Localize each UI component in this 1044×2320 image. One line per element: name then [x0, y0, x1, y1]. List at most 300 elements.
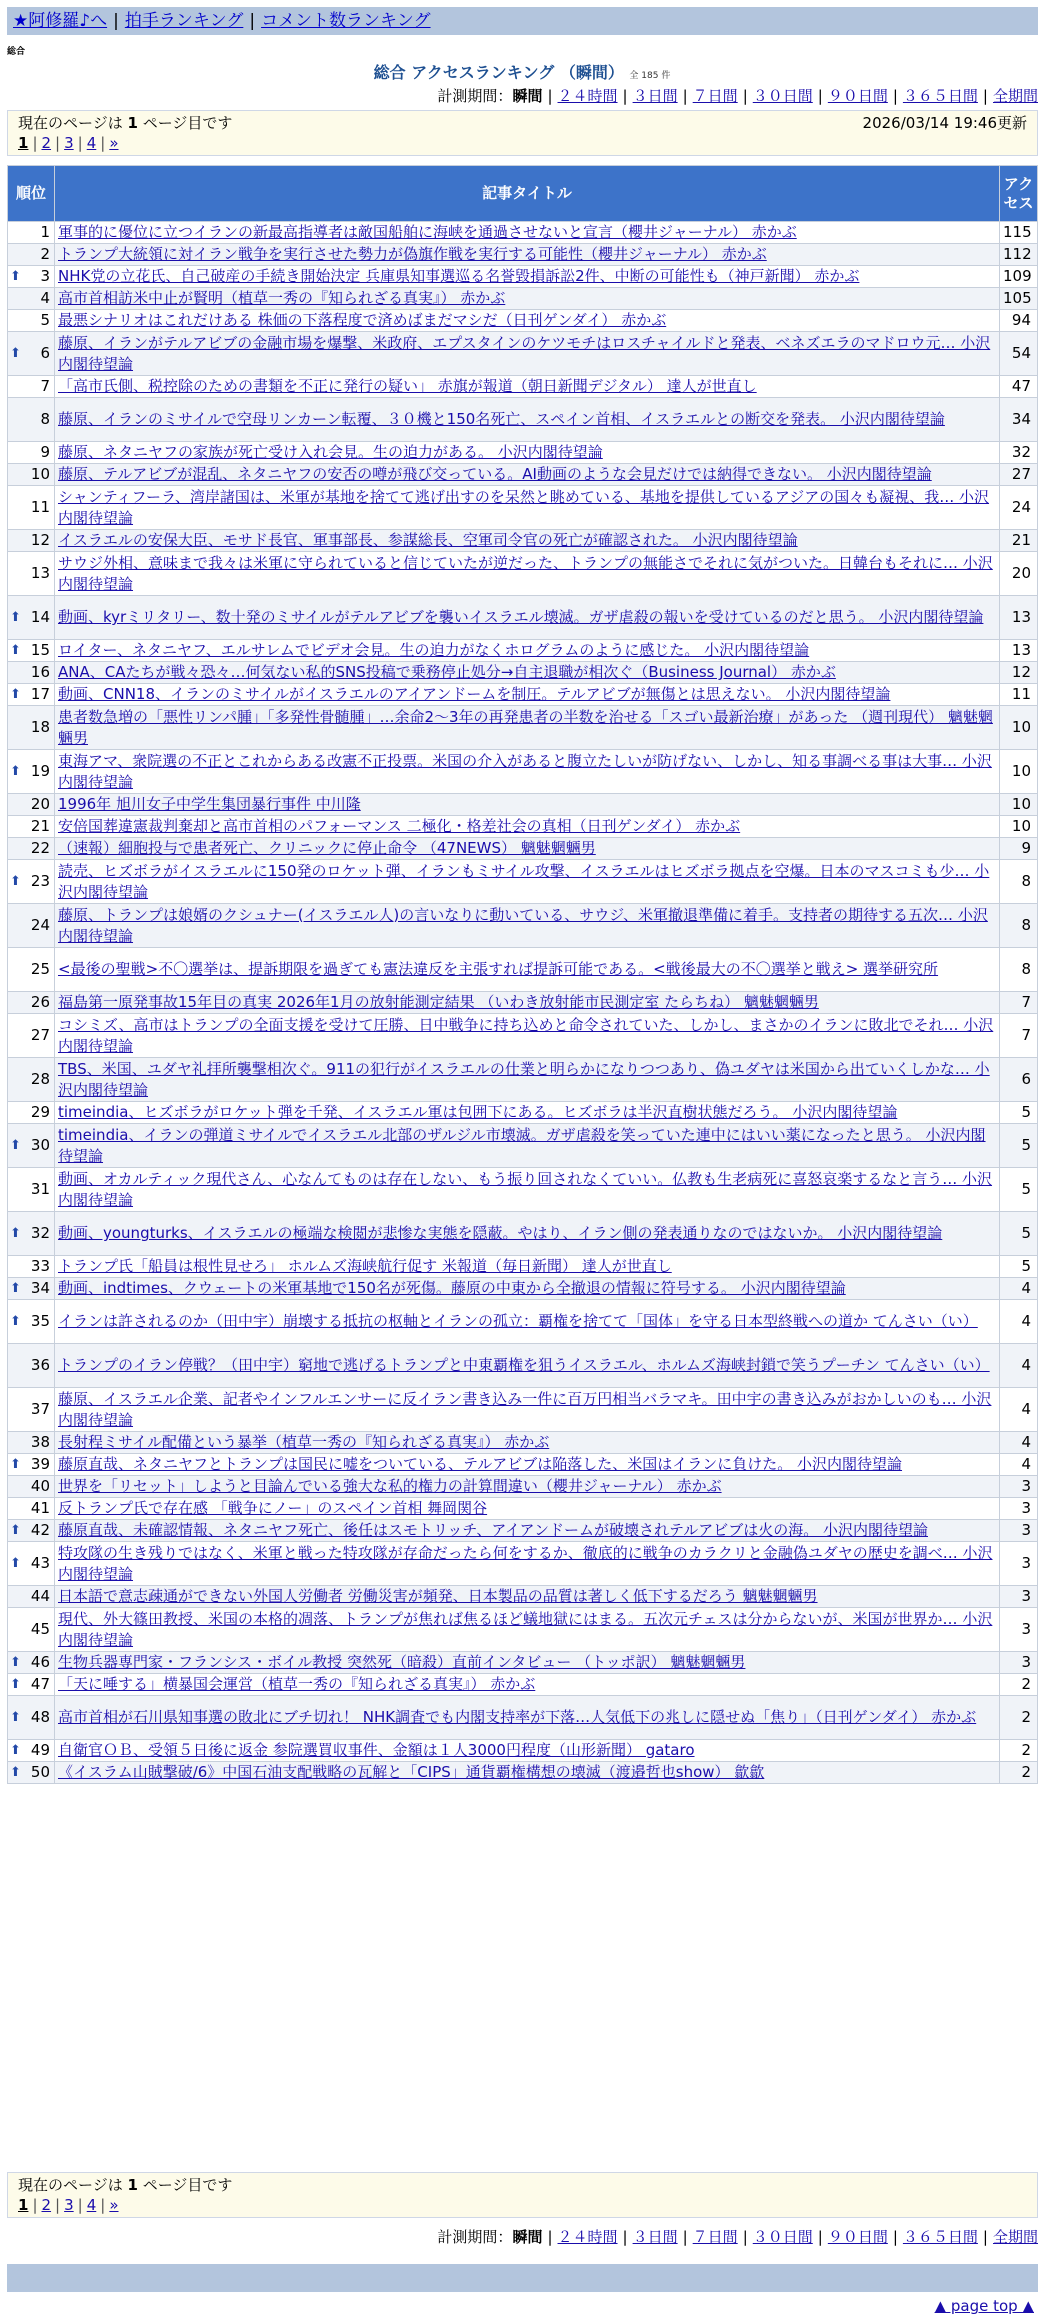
- rank-number: 6: [40, 344, 50, 362]
- article-link[interactable]: 生物兵器専門家・フランシス・ボイル教授 突然死（暗殺）直前インタビュー （トッポ訳） 魑魅魍魎男: [58, 1653, 746, 1671]
- title-cell: [55, 684, 1000, 706]
- access-count: 7: [1000, 992, 1038, 1014]
- header-access: アクセス: [1000, 166, 1038, 222]
- rank-cell: [8, 1278, 55, 1300]
- access-count: 8: [1000, 948, 1038, 992]
- rank-number: 8: [40, 410, 50, 428]
- rank-cell: [8, 1762, 55, 1784]
- header-rank: 順位: [8, 166, 55, 222]
- pagination: 1 | 2 | 3 | 4 | »: [18, 2196, 119, 2214]
- rank-number: 19: [30, 762, 50, 780]
- table-row: [8, 442, 1038, 464]
- title-cell: [55, 750, 1000, 794]
- rank-number: 41: [30, 1499, 50, 1517]
- rank-cell: [8, 750, 55, 794]
- article-link[interactable]: 軍事的に優位に立つイランの新最高指導者は敵国船舶に海峡を通過させないと宣言（櫻井ジャーナル） 赤かぶ: [58, 223, 797, 241]
- title-cell: [55, 1652, 1000, 1674]
- access-count: 4: [1000, 1388, 1038, 1432]
- rank-number: 26: [30, 993, 50, 1011]
- rank-up-arrow-icon: ⬆: [10, 642, 21, 658]
- access-count: 11: [1000, 684, 1038, 706]
- period-link-365d[interactable]: ３６５日間: [902, 2228, 978, 2246]
- article-link[interactable]: 動画、CNN18、イランのミサイルがイスラエルのアイアンドームを制圧。テルアビブが無傷とは思えない。 小沢内閣待望論: [58, 685, 891, 703]
- article-link[interactable]: 「高市氏側、税控除のための書類を不正に発行の疑い」 赤旗が報道（朝日新聞デジタル） 達人が世直し: [58, 377, 757, 395]
- title-cell: [55, 1740, 1000, 1762]
- page-link-3[interactable]: 3: [64, 134, 74, 152]
- access-count: 7: [1000, 1014, 1038, 1058]
- rank-number: 39: [30, 1455, 50, 1473]
- rank-cell: [8, 1014, 55, 1058]
- access-count: 4: [1000, 1344, 1038, 1388]
- article-link[interactable]: 東海アマ、衆院選の不正とこれからある改憲不正投票。米国の介入があると腹立たしいが防げない、しかし、知る事調べる事は大事… 小沢内閣待望論: [58, 751, 992, 791]
- access-count: 47: [1000, 376, 1038, 398]
- rank-up-arrow-icon: ⬆: [10, 1676, 21, 1692]
- rank-number: 34: [30, 1279, 50, 1297]
- rank-number: 14: [30, 608, 50, 626]
- article-link[interactable]: トランプ氏「船員は根性見せろ」 ホルムズ海峡航行促す 米報道（毎日新聞） 達人が世直し: [58, 1257, 672, 1275]
- table-row: [8, 1432, 1038, 1454]
- rank-number: 27: [30, 1026, 50, 1044]
- rank-up-arrow-icon: ⬆: [10, 1709, 21, 1725]
- title-cell: [55, 838, 1000, 860]
- title-cell: [55, 1520, 1000, 1542]
- rank-cell: [8, 266, 55, 288]
- rank-number: 2: [40, 245, 50, 263]
- rank-cell: [8, 838, 55, 860]
- article-link[interactable]: 動画、indtimes、クウェートの米軍基地で150名が死傷。藤原の中東から全撤退の情報に符号する。 小沢内閣待望論: [58, 1279, 846, 1297]
- table-row: [8, 1388, 1038, 1432]
- rank-cell: [8, 530, 55, 552]
- rank-cell: [8, 1388, 55, 1432]
- rank-up-arrow-icon: ⬆: [10, 268, 21, 284]
- page-next-link[interactable]: »: [109, 134, 119, 152]
- period-link-all[interactable]: 全期間: [992, 87, 1038, 105]
- table-row: [8, 288, 1038, 310]
- page-title: [0, 60, 1044, 83]
- article-link[interactable]: 藤原直哉、未確認情報、ネタニヤフ死亡、後任はスモトリッチ、アイアンドームが破壊されテルアビブは火の海。 小沢内閣待望論: [58, 1521, 928, 1539]
- title-cell: [55, 222, 1000, 244]
- article-link[interactable]: 高市首相訪米中止が賢明（植草一秀の『知られざる真実』） 赤かぶ: [58, 289, 506, 307]
- period-link-7d[interactable]: ７日間: [692, 87, 738, 105]
- header-title: 記事タイトル: [55, 166, 1000, 222]
- access-count: 3: [1000, 1498, 1038, 1520]
- rank-cell: [8, 486, 55, 530]
- rank-cell: [8, 310, 55, 332]
- page-link-2[interactable]: 2: [41, 2196, 52, 2214]
- rank-cell: [8, 1520, 55, 1542]
- access-count: 32: [1000, 442, 1038, 464]
- rank-cell: [8, 684, 55, 706]
- access-count: 54: [1000, 332, 1038, 376]
- rank-number: 24: [30, 916, 50, 934]
- title-cell: [55, 794, 1000, 816]
- title-cell: [55, 904, 1000, 948]
- title-cell: [55, 1124, 1000, 1168]
- period-link-24h[interactable]: ２４時間: [557, 2228, 618, 2246]
- title-cell: [55, 860, 1000, 904]
- rank-cell: [8, 1432, 55, 1454]
- title-cell: [55, 1168, 1000, 1212]
- rank-number: 29: [30, 1103, 50, 1121]
- total-count: 全 185 件: [629, 71, 671, 81]
- category-label: 総合: [7, 47, 26, 57]
- table-row: [8, 1454, 1038, 1476]
- rank-up-arrow-icon: ⬆: [10, 1456, 21, 1472]
- rank-number: 35: [30, 1312, 50, 1330]
- rank-cell: [8, 1696, 55, 1740]
- access-count: 5: [1000, 1102, 1038, 1124]
- title-cell: [55, 1256, 1000, 1278]
- article-link[interactable]: トランプ大統領に対イラン戦争を実行させた勢力が偽旗作戦を実行する可能性（櫻井ジャーナル） 赤かぶ: [58, 245, 767, 263]
- article-link[interactable]: 長射程ミサイル配備という暴挙（植草一秀の『知られざる真実』） 赤かぶ: [58, 1433, 550, 1451]
- rank-cell: [8, 442, 55, 464]
- period-current: 瞬間: [512, 87, 543, 105]
- period-selector-top: 計測期間：瞬間 | ２４時間 | ３日間 | ７日間 | ３０日間 | ９０日間 | ３６５日間 | 全期間: [437, 87, 1038, 105]
- rank-number: 21: [30, 817, 50, 835]
- page-link-4[interactable]: 4: [86, 2196, 97, 2214]
- table-row: [8, 662, 1038, 684]
- access-count: 3: [1000, 1476, 1038, 1498]
- article-link[interactable]: 動画、youngturks、イスラエルの極端な検閲が悲惨な実態を隠蔽。やはり、イラン側の発表通りなのではないか。 小沢内閣待望論: [58, 1224, 943, 1242]
- title-cell: [55, 596, 1000, 640]
- title-cell: [55, 332, 1000, 376]
- rank-number: 30: [30, 1136, 50, 1154]
- access-count: 2: [1000, 1696, 1038, 1740]
- title-cell: [55, 288, 1000, 310]
- article-link[interactable]: 藤原、イスラエル企業、記者やインフルエンサーに反イラン書き込み一件に百万円相当バラマキ。田中宇の書き込みがおかしいのも… 小沢内閣待望論: [58, 1389, 992, 1429]
- access-count: 2: [1000, 1740, 1038, 1762]
- rank-cell: [8, 1256, 55, 1278]
- rank-cell: [8, 706, 55, 750]
- rank-up-arrow-icon: ⬆: [10, 1137, 21, 1153]
- page-link-4[interactable]: 4: [86, 134, 97, 152]
- access-count: 5: [1000, 1124, 1038, 1168]
- page-info-top: [7, 110, 1038, 156]
- article-link[interactable]: NHK党の立花氏、自己破産の手続き開始決定 兵庫県知事選巡る名誉毀損訴訟2件、中断の可能性も（神戸新聞） 赤かぶ: [58, 267, 860, 285]
- access-count: 3: [1000, 1608, 1038, 1652]
- bottom-bar: [7, 2264, 1038, 2292]
- title-cell: [55, 662, 1000, 684]
- table-row: [8, 1124, 1038, 1168]
- article-link[interactable]: timeindia、イランの弾道ミサイルでイスラエル北部のザルジル市壊滅。ガザ虐殺を笑っていた連中にはいい薬になったと思う。 小沢内閣待望論: [58, 1125, 986, 1165]
- rank-number: 43: [30, 1554, 50, 1572]
- access-count: 10: [1000, 750, 1038, 794]
- rank-cell: [8, 1124, 55, 1168]
- access-count: 10: [1000, 816, 1038, 838]
- article-link[interactable]: 藤原直哉、ネタニヤフとトランプは国民に嘘をついている、テルアビブは陥落した、米国はイランに負けた。 小沢内閣待望論: [58, 1455, 903, 1473]
- rank-cell: [8, 1542, 55, 1586]
- current-page-text: 現在のページは 1 ページ目です: [18, 114, 233, 132]
- access-count: 5: [1000, 1256, 1038, 1278]
- period-link-3d[interactable]: ３日間: [632, 87, 678, 105]
- table-row: [8, 948, 1038, 992]
- period-link-365d[interactable]: ３６５日間: [902, 87, 978, 105]
- rank-number: 49: [30, 1741, 50, 1759]
- article-link[interactable]: 藤原、テルアビブが混乱、ネタニヤフの安否の噂が飛び交っている。AI動画のような会見だけでは納得できない。 小沢内閣待望論: [58, 465, 932, 483]
- article-link[interactable]: 藤原、ネタニヤフの家族が死亡受け入れ会見。生の迫力がある。 小沢内閣待望論: [58, 443, 603, 461]
- rank-cell: [8, 1454, 55, 1476]
- title-cell: [55, 1586, 1000, 1608]
- rank-cell: [8, 1102, 55, 1124]
- rank-number: 42: [30, 1521, 50, 1539]
- article-link[interactable]: 安倍国葬違憲裁判棄却と高市首相のパフォーマンス 二極化・格差社会の真相（日刊ゲンダイ） 赤かぶ: [58, 817, 741, 835]
- article-link[interactable]: <最後の聖戦>不〇選挙は、提訴期限を過ぎても憲法違反を主張すれば提訴可能である。<戦後最大の不〇選挙と戦え> 選挙研究所: [58, 960, 939, 978]
- table-row: [8, 1740, 1038, 1762]
- table-row: [8, 1102, 1038, 1124]
- article-link[interactable]: コシミズ、高市はトランプの全面支援を受けて圧勝、日中戦争に持ち込めと命令されていた、しかし、まさかのイランに敗北でそれ… 小沢内閣待望論: [58, 1015, 994, 1055]
- rank-number: 3: [40, 267, 50, 285]
- title-cell: [55, 486, 1000, 530]
- rank-cell: [8, 1586, 55, 1608]
- access-count: 2: [1000, 1762, 1038, 1784]
- title-cell: [55, 992, 1000, 1014]
- access-count: 3: [1000, 1586, 1038, 1608]
- title-cell: [55, 1476, 1000, 1498]
- article-link[interactable]: 藤原、イランがテルアビブの金融市場を爆撃、米政府、エプスタインのケツモチはロスチャイルドと発表、ベネズエラのマドロウ元… 小沢内閣待望論: [58, 333, 991, 373]
- rank-up-arrow-icon: ⬆: [10, 1522, 21, 1538]
- rank-number: 16: [30, 663, 50, 681]
- title-cell: [55, 948, 1000, 992]
- rank-number: 9: [40, 443, 50, 461]
- table-row: [8, 794, 1038, 816]
- title-cell: [55, 1102, 1000, 1124]
- table-row: [8, 1696, 1038, 1740]
- rank-cell: [8, 640, 55, 662]
- rank-number: 37: [30, 1400, 50, 1418]
- table-row: [8, 1344, 1038, 1388]
- article-link[interactable]: トランプのイラン停戦？（田中宇）窮地で逃げるトランプと中東覇権を狙うイスラエル、ホルムズ海峡封鎖で笑うプーチン てんさい（い）: [58, 1356, 990, 1374]
- current-page-text: 現在のページは 1 ページ目です: [18, 2176, 233, 2194]
- table-row: [8, 1058, 1038, 1102]
- access-count: 13: [1000, 596, 1038, 640]
- rank-cell: [8, 794, 55, 816]
- article-link[interactable]: 特攻隊の生き残りではなく、米軍と戦った特攻隊が存命だったら何をするか、徹底的に戦争のカラクリと金融偽ユダヤの歴史を調べ… 小沢内閣待望論: [58, 1543, 993, 1583]
- period-link-3d[interactable]: ３日間: [632, 2228, 678, 2246]
- table-row: [8, 244, 1038, 266]
- article-link[interactable]: イスラエルの安保大臣、モサド長官、軍事部長、参謀総長、空軍司令官の死亡が確認された。 小沢内閣待望論: [58, 531, 798, 549]
- article-link[interactable]: サウジ外相、意味まで我々は米軍に守られていると信じていたが逆だった、トランプの無能さでそれに気がついた。日韓台もそれに… 小沢内閣待望論: [58, 553, 993, 593]
- article-link[interactable]: 動画、kyrミリタリー、数十発のミサイルがテルアビブを襲いイスラエル壊滅。ガザ虐殺の報いを受けているのだと思う。 小沢内閣待望論: [58, 608, 984, 626]
- ranking-table: [7, 165, 1038, 1784]
- title-cell: [55, 1278, 1000, 1300]
- table-row: [8, 1586, 1038, 1608]
- rank-cell: [8, 1498, 55, 1520]
- rank-number: 28: [30, 1070, 50, 1088]
- table-row: [8, 1542, 1038, 1586]
- access-count: 105: [1000, 288, 1038, 310]
- table-row: [8, 398, 1038, 442]
- table-row: [8, 530, 1038, 552]
- article-link[interactable]: 世界を「リセット」しようと目論んでいる強大な私的権力の計算間違い（櫻井ジャーナル） 赤かぶ: [58, 1477, 722, 1495]
- article-link[interactable]: 高市首相が石川県知事選の敗北にブチ切れ！ NHK調査でも内閣支持率が下落…人気低下の兆しに隠せぬ「焦り」（日刊ゲンダイ） 赤かぶ: [58, 1708, 977, 1726]
- page-next-link[interactable]: »: [109, 2196, 119, 2214]
- access-count: 4: [1000, 1300, 1038, 1344]
- article-link[interactable]: （速報）細胞投与で患者死亡、クリニックに停止命令 （47NEWS） 魑魅魍魎男: [58, 839, 596, 857]
- table-row: [8, 222, 1038, 244]
- article-link[interactable]: 自衛官ＯＢ、受領５日後に返金 参院選買収事件、金額は１人3000円程度（山形新聞） gataro: [58, 1741, 695, 1759]
- article-link[interactable]: 日本語で意志疎通ができない外国人労働者 労働災害が頻発、日本製品の品質は著しく低下するだろう 魑魅魍魎男: [58, 1587, 818, 1605]
- ranking-title: 総合 アクセスランキング （瞬間）: [373, 63, 624, 82]
- article-link[interactable]: 動画、オカルティック現代さん、心なんてものは存在しない、もう振り回されなくていい。仏教も生老病死に喜怒哀楽するなと言う… 小沢内閣待望論: [58, 1169, 993, 1209]
- title-cell: [55, 1432, 1000, 1454]
- access-count: 115: [1000, 222, 1038, 244]
- table-row: [8, 860, 1038, 904]
- table-row: [8, 596, 1038, 640]
- title-cell: [55, 1696, 1000, 1740]
- top-nav-bar: [7, 7, 1038, 35]
- title-cell: [55, 398, 1000, 442]
- period-label: 計測期間：: [437, 87, 513, 105]
- article-link[interactable]: 福島第一原発事故15年目の真実 2026年1月の放射能測定結果 （いわき放射能市民測定室 たらちね） 魑魅魍魎男: [58, 993, 819, 1011]
- title-cell: [55, 1498, 1000, 1520]
- title-cell: [55, 706, 1000, 750]
- table-row: [8, 1520, 1038, 1542]
- rank-cell: [8, 816, 55, 838]
- rank-up-arrow-icon: ⬆: [10, 1313, 21, 1329]
- table-row: [8, 1014, 1038, 1058]
- access-count: 5: [1000, 1212, 1038, 1256]
- rank-number: 46: [30, 1653, 50, 1671]
- access-count: 5: [1000, 1168, 1038, 1212]
- article-link[interactable]: イランは許されるのか（田中宇）崩壊する抵抗の枢軸とイランの孤立：覇権を捨てて「国体」を守る日本型終戦への道か てんさい（い）: [58, 1312, 978, 1330]
- rank-cell: [8, 860, 55, 904]
- title-cell: [55, 1300, 1000, 1344]
- table-row: [8, 1168, 1038, 1212]
- rank-cell: [8, 288, 55, 310]
- rank-cell: [8, 1740, 55, 1762]
- title-cell: [55, 1608, 1000, 1652]
- rank-number: 10: [30, 465, 50, 483]
- rank-number: 13: [30, 564, 50, 582]
- table-row: [8, 332, 1038, 376]
- rank-number: 15: [30, 641, 50, 659]
- access-count: 4: [1000, 1454, 1038, 1476]
- page-link-3[interactable]: 3: [64, 2196, 74, 2214]
- rank-cell: [8, 464, 55, 486]
- article-link[interactable]: 《イスラム山賊撃破/6》中国石油支配戦略の瓦解と「CIPS」通貨覇権構想の壊滅（渡邉哲也show） 歙歙: [58, 1763, 765, 1781]
- rank-number: 25: [30, 960, 50, 978]
- period-link-30d[interactable]: ３０日間: [752, 2228, 813, 2246]
- page-top-link[interactable]: ▲ page top ▲: [934, 2297, 1034, 2315]
- access-count: 3: [1000, 1520, 1038, 1542]
- title-cell: [55, 1058, 1000, 1102]
- rank-number: 40: [30, 1477, 50, 1495]
- rank-cell: [8, 1476, 55, 1498]
- article-link[interactable]: 1996年 旭川女子中学生集団暴行事件 中川隆: [58, 795, 361, 813]
- page-link-2[interactable]: 2: [41, 134, 52, 152]
- rank-number: 38: [30, 1433, 50, 1451]
- access-count: 2: [1000, 1674, 1038, 1696]
- period-link-90d[interactable]: ９０日間: [827, 87, 888, 105]
- article-link[interactable]: 藤原、イランのミサイルで空母リンカーン転覆、３０機と150名死亡、スペイン首相、イスラエルとの断交を発表。 小沢内閣待望論: [58, 410, 945, 428]
- table-row: [8, 640, 1038, 662]
- period-link-30d[interactable]: ３０日間: [752, 87, 813, 105]
- table-row: [8, 1256, 1038, 1278]
- access-count: 34: [1000, 398, 1038, 442]
- rank-number: 48: [30, 1708, 50, 1726]
- table-row: [8, 1212, 1038, 1256]
- page-link-1: 1: [18, 2196, 29, 2214]
- article-link[interactable]: timeindia、ヒズボラがロケット弾を千発、イスラエル軍は包囲下にある。ヒズボラは半沢直樹状態だろう。 小沢内閣待望論: [58, 1103, 898, 1121]
- table-row: [8, 464, 1038, 486]
- table-row: [8, 706, 1038, 750]
- access-count: 3: [1000, 1542, 1038, 1586]
- nav-link-comment-ranking[interactable]: コメント数ランキング: [261, 11, 431, 31]
- table-row: [8, 486, 1038, 530]
- article-link[interactable]: 最悪シナリオはこれだけある 株価の下落程度で済めばまだマシだ（日刊ゲンダイ） 赤かぶ: [58, 311, 667, 329]
- updated-timestamp: 2026/03/14 19:46更新: [862, 114, 1027, 132]
- access-count: 8: [1000, 904, 1038, 948]
- period-link-24h[interactable]: ２４時間: [557, 87, 618, 105]
- access-count: 20: [1000, 552, 1038, 596]
- article-link[interactable]: 現代、外大篠田教授、米国の本格的凋落、トランプが焦れば焦るほど蟻地獄にはまる。五次元チェスは分からないが、米国が世界か… 小沢内閣待望論: [58, 1609, 993, 1649]
- rank-number: 1: [40, 223, 50, 241]
- rank-up-arrow-icon: ⬆: [10, 1555, 21, 1571]
- title-cell: [55, 1014, 1000, 1058]
- access-count: 3: [1000, 1652, 1038, 1674]
- title-cell: [55, 464, 1000, 486]
- period-label: 計測期間：: [437, 2228, 513, 2246]
- table-row: [8, 1674, 1038, 1696]
- title-cell: [55, 1762, 1000, 1784]
- article-link[interactable]: 反トランプ氏で存在感 「戦争にノー」のスペイン首相 舞岡関谷: [58, 1499, 488, 1517]
- rank-cell: [8, 1212, 55, 1256]
- nav-separator: |: [113, 11, 119, 31]
- nav-separator: |: [249, 11, 256, 31]
- access-count: 6: [1000, 1058, 1038, 1102]
- article-link[interactable]: ロイター、ネタニヤフ、エルサレムでビデオ会見。生の迫力がなくホログラムのように感じた。 小沢内閣待望論: [58, 641, 810, 659]
- table-row: [8, 816, 1038, 838]
- article-link[interactable]: ANA、CAたちが戦々恐々…何気ない私的SNS投稿で乗務停止処分→自主退職が相次ぐ（Business Journal） 赤かぶ: [58, 663, 836, 681]
- rank-cell: [8, 992, 55, 1014]
- nav-link-asyura[interactable]: ★阿修羅♪へ: [13, 11, 108, 31]
- title-cell: [55, 1212, 1000, 1256]
- article-link[interactable]: TBS、米国、ユダヤ礼拝所襲撃相次ぐ。911の犯行がイスラエルの仕業と明らかになりつつあり、偽ユダヤは米国から出ていくしかな… 小沢内閣待望論: [58, 1059, 990, 1099]
- rank-cell: [8, 1674, 55, 1696]
- table-row: [8, 1300, 1038, 1344]
- title-cell: [55, 530, 1000, 552]
- article-link[interactable]: 患者数急増の「悪性リンパ腫」「多発性骨髄腫」…余命2〜3年の再発患者の半数を治せる「スゴい最新治療」があった （週刊現代） 魑魅魍魎男: [58, 707, 993, 747]
- rank-cell: [8, 244, 55, 266]
- title-cell: [55, 310, 1000, 332]
- nav-link-clap-ranking[interactable]: 拍手ランキング: [124, 11, 244, 31]
- table-row: [8, 1652, 1038, 1674]
- period-current: 瞬間: [512, 2228, 543, 2246]
- access-count: 21: [1000, 530, 1038, 552]
- rank-cell: [8, 1300, 55, 1344]
- article-link[interactable]: シャンティフーラ、湾岸諸国は、米軍が基地を捨てて逃げ出すのを呆然と眺めている、基地を提供しているアジアの国々も凝視、我… 小沢内閣待望論: [58, 487, 990, 527]
- rank-up-arrow-icon: ⬆: [10, 686, 21, 702]
- rank-up-arrow-icon: ⬆: [10, 873, 21, 889]
- rank-cell: [8, 398, 55, 442]
- period-link-all[interactable]: 全期間: [992, 2228, 1038, 2246]
- period-selector-bottom: 計測期間：瞬間 | ２４時間 | ３日間 | ７日間 | ３０日間 | ９０日間 | ３６５日間 | 全期間: [437, 2228, 1038, 2246]
- article-link[interactable]: 藤原、トランプは娘婿のクシュナー(イスラエル人)の言いなりに動いている、サウジ、米軍撤退準備に着手。支持者の期待する五次… 小沢内閣待望論: [58, 905, 988, 945]
- rank-number: 17: [30, 685, 50, 703]
- page-info-bottom: [7, 2172, 1038, 2218]
- rank-up-arrow-icon: ⬆: [10, 1764, 21, 1780]
- article-link[interactable]: 読売、ヒズボラがイスラエルに150発のロケット弾、イランもミサイル攻撃、イスラエルはヒズボラ拠点を空爆。日本のマスコミも少… 小沢内閣待望論: [58, 861, 990, 901]
- period-link-7d[interactable]: ７日間: [692, 2228, 738, 2246]
- access-count: 12: [1000, 662, 1038, 684]
- title-cell: [55, 442, 1000, 464]
- access-count: 4: [1000, 1432, 1038, 1454]
- rank-number: 12: [30, 531, 50, 549]
- access-count: 8: [1000, 860, 1038, 904]
- article-link[interactable]: 「天に唾する」横暴国会運営（植草一秀の『知られざる真実』） 赤かぶ: [58, 1675, 536, 1693]
- period-link-90d[interactable]: ９０日間: [827, 2228, 888, 2246]
- access-count: 27: [1000, 464, 1038, 486]
